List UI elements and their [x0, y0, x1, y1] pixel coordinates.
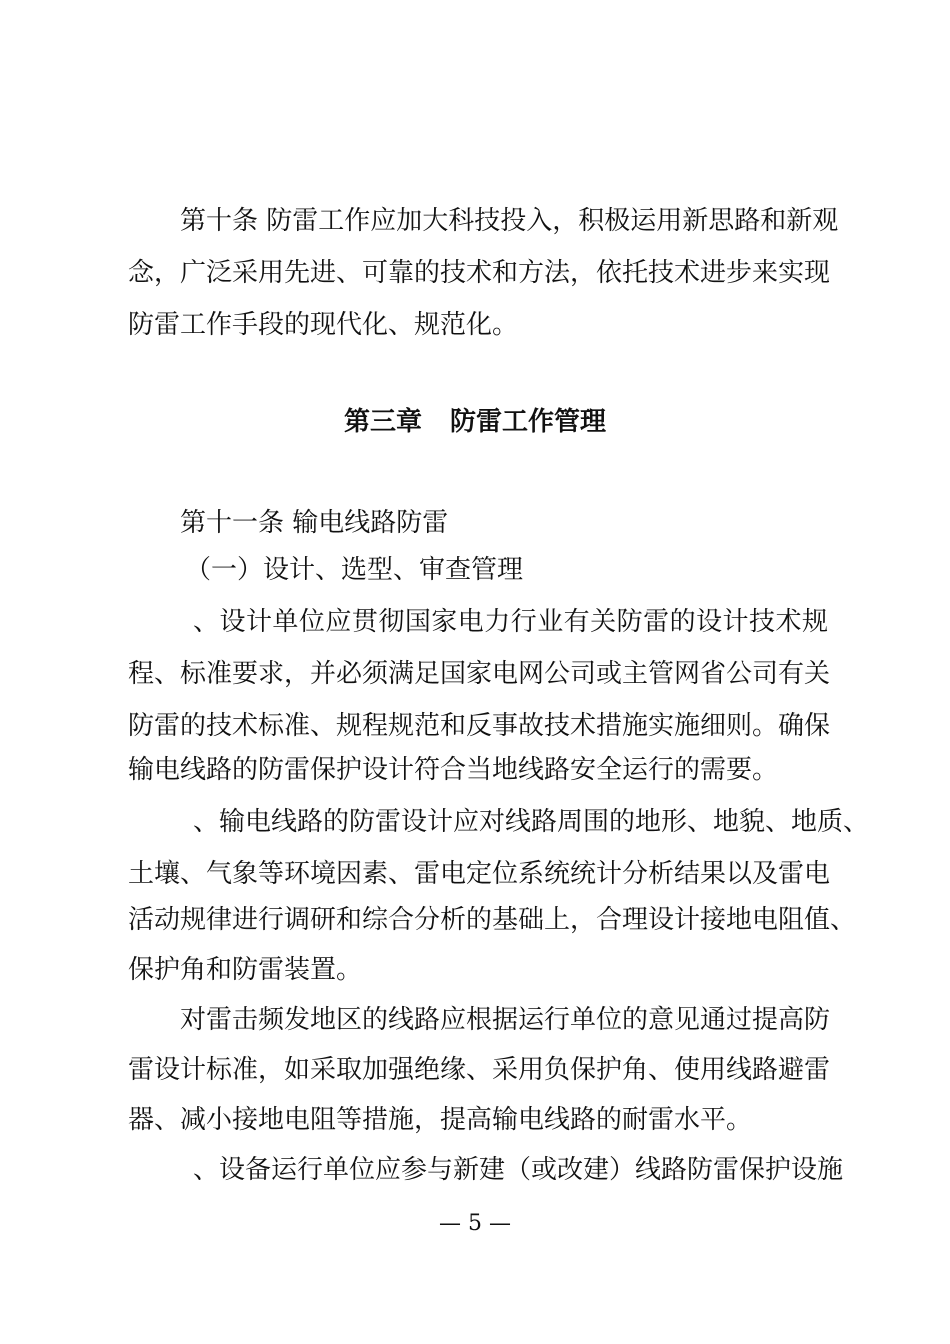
item-2-extra-line-1: 对雷击频发地区的线路应根据运行单位的意见通过提高防: [180, 1005, 831, 1035]
chapter-title: 防雷工作管理: [450, 407, 607, 437]
page-number: — 5 —: [439, 1211, 511, 1236]
item-2-line-4: 保护角和防雷装置。: [128, 955, 363, 985]
item-2-line-2: 土壤、气象等环境因素、雷电定位系统统计分析结果以及雷电: [128, 859, 831, 889]
item-1-line-2: 程、标准要求，并必须满足国家电网公司或主管网省公司有关: [128, 659, 831, 689]
chapter-number: 第三章: [343, 407, 422, 437]
article-10-line-2: 念，广泛采用先进、可靠的技术和方法，依托技术进步来实现: [128, 258, 831, 288]
article-11-subheading: （一）设计、选型、审查管理: [185, 555, 524, 585]
item-3-line-1: 、设备运行单位应参与新建（或改建）线路防雷保护设施: [193, 1155, 844, 1185]
article-10-line-1: 第十条 防雷工作应加大科技投入，积极运用新思路和新观: [180, 206, 839, 236]
item-2-extra-line-3: 器、减小接地电阻等措施，提高输电线路的耐雷水平。: [128, 1105, 753, 1135]
item-1-line-1: 、设计单位应贯彻国家电力行业有关防雷的设计技术规: [193, 607, 828, 637]
item-1-line-4: 输电线路的防雷保护设计符合当地线路安全运行的需要。: [128, 755, 779, 785]
item-1-line-3: 防雷的技术标准、规程规范和反事故技术措施实施细则。确保: [128, 711, 831, 741]
item-2-line-1: 、输电线路的防雷设计应对线路周围的地形、地貌、地质、: [193, 807, 870, 837]
chapter-heading: [0, 400, 950, 444]
article-11-heading: 第十一条 输电线路防雷: [180, 508, 449, 538]
item-2-extra-line-2: 雷设计标准，如采取加强绝缘、采用负保护角、使用线路避雷: [128, 1055, 831, 1085]
article-10-line-3: 防雷工作手段的现代化、规范化。: [128, 310, 519, 340]
item-2-line-3: 活动规律进行调研和综合分析的基础上，合理设计接地电阻值、: [128, 905, 857, 935]
